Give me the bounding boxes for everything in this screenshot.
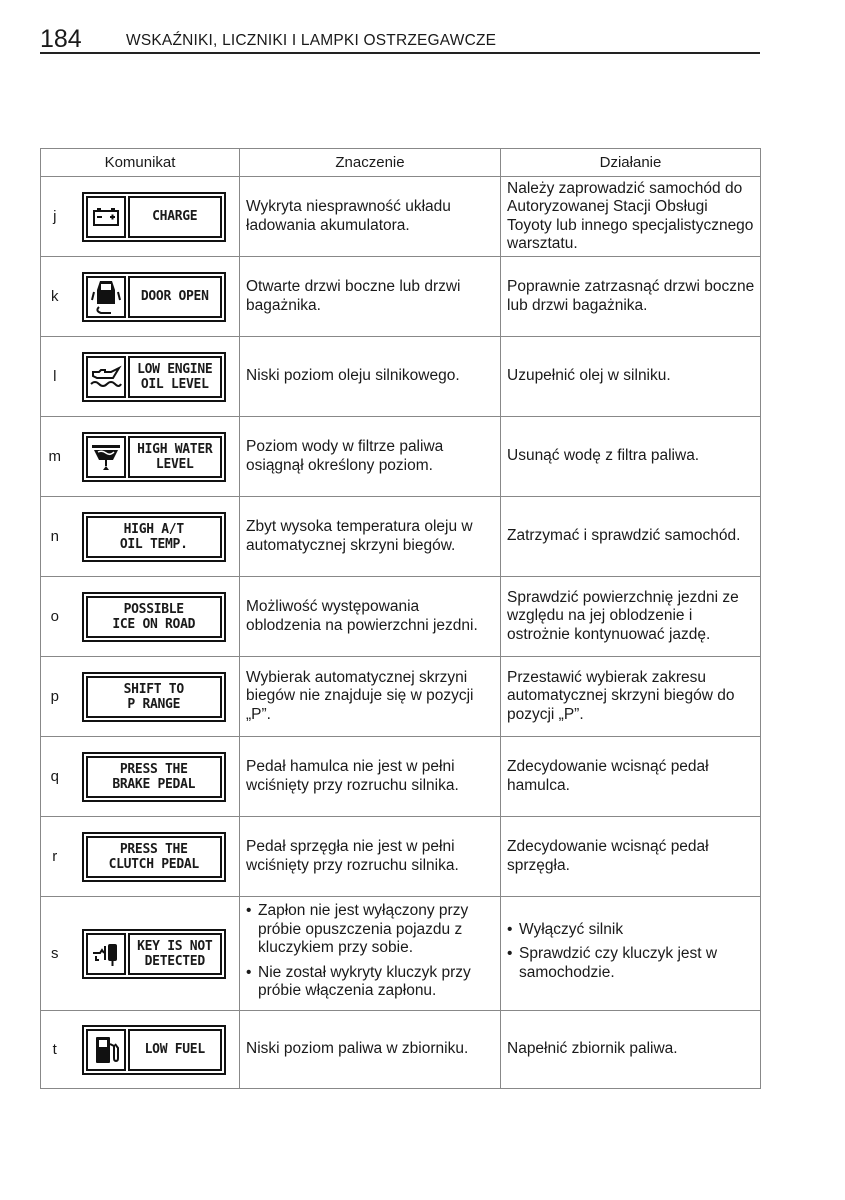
row-letter: q — [41, 737, 69, 817]
row-letter: t — [41, 1011, 69, 1089]
display-panel — [82, 752, 226, 802]
display-cell — [69, 577, 240, 657]
display-panel — [82, 1025, 226, 1075]
display-label: SHIFT TO P RANGE — [86, 676, 222, 718]
display-panel — [82, 192, 226, 242]
display-label: LOW ENGINE OIL LEVEL — [128, 356, 222, 398]
display-label: POSSIBLE ICE ON ROAD — [86, 596, 222, 638]
chapter-title: WSKAŹNIKI, LICZNIKI I LAMPKI OSTRZEGAWCZE — [126, 32, 497, 49]
row-letter: m — [41, 417, 69, 497]
table-row — [41, 817, 761, 897]
door-open-icon — [86, 276, 126, 318]
display-label: DOOR OPEN — [128, 276, 222, 318]
row-letter: j — [41, 177, 69, 257]
list-item: • Zapłon nie jest wyłączony przy próbie opuszczenia pojazdu z kluczykiem przy sobie. — [246, 902, 496, 958]
meaning-cell: Wykryta niesprawność układu ładowania akumulatora. — [240, 177, 501, 257]
table-row — [41, 737, 761, 817]
meaning-cell: Możliwość występowania oblodzenia na powierzchni jezdni. — [240, 577, 501, 657]
display-label: LOW FUEL — [128, 1029, 222, 1071]
list-item: • Nie został wykryty kluczyk przy próbie włączenia zapłonu. — [246, 964, 496, 1001]
table-row — [41, 897, 761, 1011]
display-cell — [69, 817, 240, 897]
display-panel — [82, 432, 226, 482]
display-label: KEY IS NOT DETECTED — [128, 933, 222, 975]
row-letter: o — [41, 577, 69, 657]
column-header-action: Działanie — [501, 149, 761, 177]
action-bullet-list — [507, 921, 756, 983]
display-panel — [82, 929, 226, 979]
message-table — [40, 148, 761, 1089]
column-header-message: Komunikat — [41, 149, 240, 177]
page-number: 184 — [40, 25, 82, 53]
action-cell: Sprawdzić powierzchnię jezdni ze względu na jej oblodzenie i ostrożnie kontynuować jazdę. — [501, 577, 761, 657]
row-letter: n — [41, 497, 69, 577]
display-cell — [69, 417, 240, 497]
display-panel — [82, 592, 226, 642]
table-row — [41, 1011, 761, 1089]
table-row — [41, 577, 761, 657]
display-cell — [69, 897, 240, 1011]
table-header-row — [41, 149, 761, 177]
meaning-cell: Pedał hamulca nie jest w pełni wciśnięty przy rozruchu silnika. — [240, 737, 501, 817]
meaning-cell: Niski poziom oleju silnikowego. — [240, 337, 501, 417]
row-letter: r — [41, 817, 69, 897]
meaning-cell — [240, 897, 501, 1011]
page-header — [40, 26, 760, 54]
action-cell: Zdecydowanie wcisnąć pedał hamulca. — [501, 737, 761, 817]
oil-can-icon — [86, 356, 126, 398]
action-cell: Należy zaprowadzić samochód do Autoryzowanej Stacji Obsługi Toyoty lub innego specjalistycznego warsztatu. — [501, 177, 761, 257]
battery-icon — [86, 196, 126, 238]
display-cell — [69, 737, 240, 817]
display-panel — [82, 832, 226, 882]
meaning-cell: Otwarte drzwi boczne lub drzwi bagażnika. — [240, 257, 501, 337]
display-cell — [69, 257, 240, 337]
row-letter: s — [41, 897, 69, 1011]
action-cell: Poprawnie zatrzasnąć drzwi boczne lub drzwi bagażnika. — [501, 257, 761, 337]
column-header-meaning: Znaczenie — [240, 149, 501, 177]
display-label: PRESS THE BRAKE PEDAL — [86, 756, 222, 798]
row-letter: l — [41, 337, 69, 417]
list-item: • Wyłączyć silnik — [507, 921, 756, 940]
row-letter: k — [41, 257, 69, 337]
display-panel — [82, 352, 226, 402]
table-row — [41, 417, 761, 497]
action-cell: Zdecydowanie wcisnąć pedał sprzęgła. — [501, 817, 761, 897]
meaning-cell: Zbyt wysoka temperatura oleju w automatycznej skrzyni biegów. — [240, 497, 501, 577]
display-panel — [82, 672, 226, 722]
action-cell: Uzupełnić olej w silniku. — [501, 337, 761, 417]
display-label: HIGH A/T OIL TEMP. — [86, 516, 222, 558]
display-cell — [69, 337, 240, 417]
fuel-filter-icon — [86, 436, 126, 478]
display-label: HIGH WATER LEVEL — [128, 436, 222, 478]
display-cell — [69, 657, 240, 737]
display-label: CHARGE — [128, 196, 222, 238]
meaning-cell: Wybierak automatycznej skrzyni biegów nie znajduje się w pozycji „P”. — [240, 657, 501, 737]
table-row — [41, 497, 761, 577]
display-cell — [69, 177, 240, 257]
display-cell — [69, 497, 240, 577]
display-panel — [82, 272, 226, 322]
table-row — [41, 337, 761, 417]
action-cell: Zatrzymać i sprawdzić samochód. — [501, 497, 761, 577]
meaning-cell: Pedał sprzęgła nie jest w pełni wciśnięty przy rozruchu silnika. — [240, 817, 501, 897]
list-item: • Sprawdzić czy kluczyk jest w samochodzie. — [507, 945, 756, 982]
display-label: PRESS THE CLUTCH PEDAL — [86, 836, 222, 878]
display-panel — [82, 512, 226, 562]
action-cell: Napełnić zbiornik paliwa. — [501, 1011, 761, 1089]
table-row — [41, 257, 761, 337]
table-row — [41, 177, 761, 257]
action-cell — [501, 897, 761, 1011]
action-cell: Przestawić wybierak zakresu automatycznej skrzyni biegów do pozycji „P”. — [501, 657, 761, 737]
table-row — [41, 657, 761, 737]
row-letter: p — [41, 657, 69, 737]
meaning-cell: Niski poziom paliwa w zbiorniku. — [240, 1011, 501, 1089]
action-cell: Usunąć wodę z filtra paliwa. — [501, 417, 761, 497]
smart-key-icon — [86, 933, 126, 975]
display-cell — [69, 1011, 240, 1089]
meaning-cell: Poziom wody w filtrze paliwa osiągnął określony poziom. — [240, 417, 501, 497]
fuel-pump-icon — [86, 1029, 126, 1071]
meaning-bullet-list — [246, 902, 496, 1001]
